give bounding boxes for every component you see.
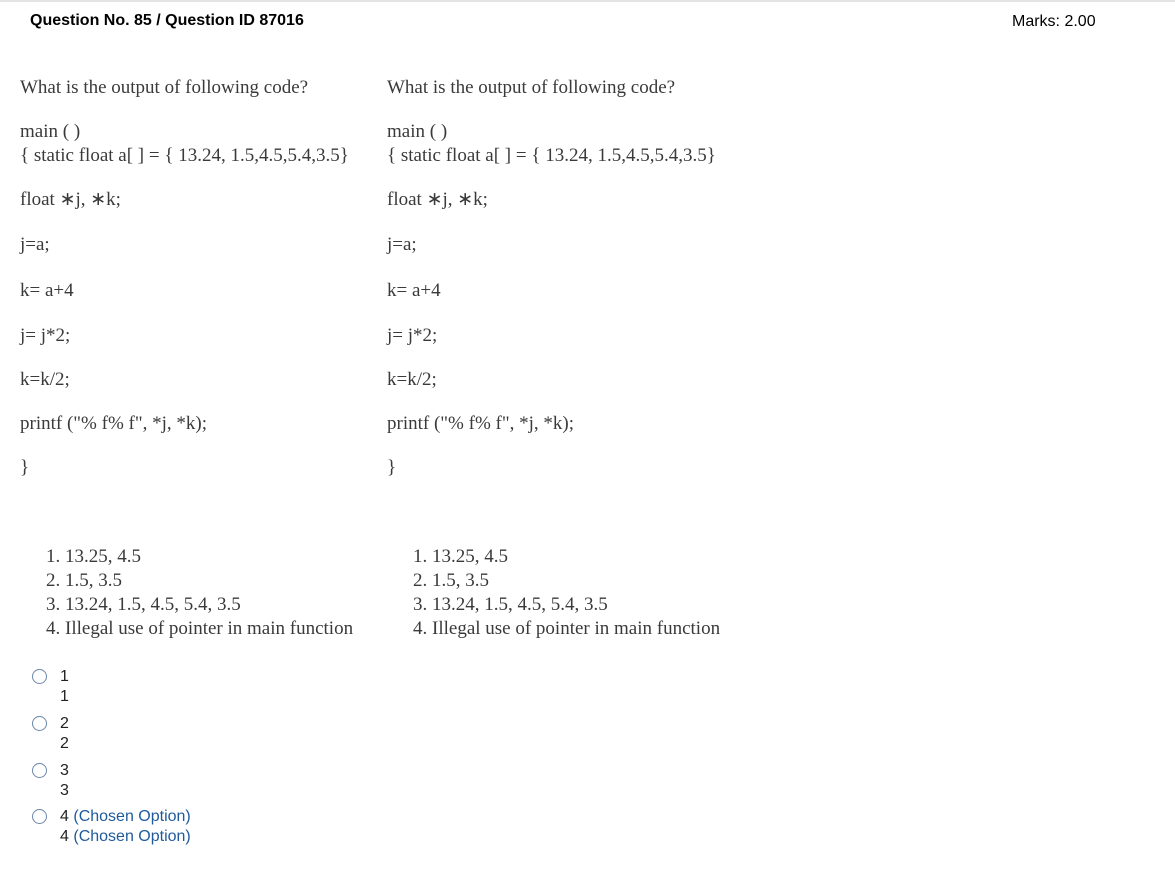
answer-choice: 1. 13.25, 4.5 — [46, 546, 141, 567]
answer-choice: 2. 1.5, 3.5 — [413, 570, 489, 591]
code-line: j= j*2; — [387, 325, 438, 346]
option-2-label: 2 — [60, 715, 69, 732]
code-line: j=a; — [387, 234, 417, 255]
code-line: k= a+4 — [387, 280, 441, 301]
code-line: j=a; — [20, 234, 50, 255]
question-number-title: Question No. 85 / Question ID 87016 — [30, 12, 304, 29]
answer-choice: 4. Illegal use of pointer in main function — [46, 618, 354, 639]
option-3-radio[interactable] — [32, 763, 47, 778]
option-3-label-repeat: 3 — [60, 782, 69, 799]
answer-choice: 1. 13.25, 4.5 — [413, 546, 508, 567]
option-3-label: 3 — [60, 762, 69, 779]
answer-choice: 3. 13.24, 1.5, 4.5, 5.4, 3.5 — [46, 594, 241, 615]
code-line: float ∗j, ∗k; — [20, 189, 121, 210]
option-2-radio[interactable] — [32, 716, 47, 731]
option-1-label: 1 — [60, 668, 69, 685]
answer-choice: 4. Illegal use of pointer in main function — [413, 618, 721, 639]
answer-choice: 3. 13.24, 1.5, 4.5, 5.4, 3.5 — [413, 594, 608, 615]
code-line: { static float a[ ] = { 13.24, 1.5,4.5,5.4,3.5} — [20, 145, 349, 166]
top-divider — [0, 0, 1175, 2]
option-4-label-repeat — [60, 826, 191, 847]
code-line: printf ("% f% f", *j, *k); — [20, 413, 207, 434]
option-4-number: 4 — [60, 808, 69, 825]
code-line: main ( ) — [387, 121, 448, 142]
code-line: { static float a[ ] = { 13.24, 1.5,4.5,5.4,3.5} — [387, 145, 716, 166]
question-prompt: What is the output of following code? — [387, 77, 676, 98]
code-line: printf ("% f% f", *j, *k); — [387, 413, 574, 434]
chosen-option-tag-repeat: (Chosen Option) — [73, 828, 191, 845]
option-1-label-repeat: 1 — [60, 688, 69, 705]
code-line: k=k/2; — [387, 369, 437, 390]
answer-choice: 2. 1.5, 3.5 — [46, 570, 122, 591]
code-line: float ∗j, ∗k; — [387, 189, 488, 210]
code-line: main ( ) — [20, 121, 81, 142]
code-line: } — [387, 457, 397, 478]
code-line: k=k/2; — [20, 369, 70, 390]
option-2-label-repeat: 2 — [60, 735, 69, 752]
option-4-radio[interactable] — [32, 809, 47, 824]
option-4-number-repeat: 4 — [60, 828, 69, 845]
code-line: k= a+4 — [20, 280, 74, 301]
code-line: j= j*2; — [20, 325, 71, 346]
question-prompt: What is the output of following code? — [20, 77, 309, 98]
marks-label: Marks: 2.00 — [1012, 13, 1096, 30]
option-4-label — [60, 806, 191, 827]
option-1-radio[interactable] — [32, 669, 47, 684]
code-line: } — [20, 457, 30, 478]
chosen-option-tag: (Chosen Option) — [73, 808, 191, 825]
